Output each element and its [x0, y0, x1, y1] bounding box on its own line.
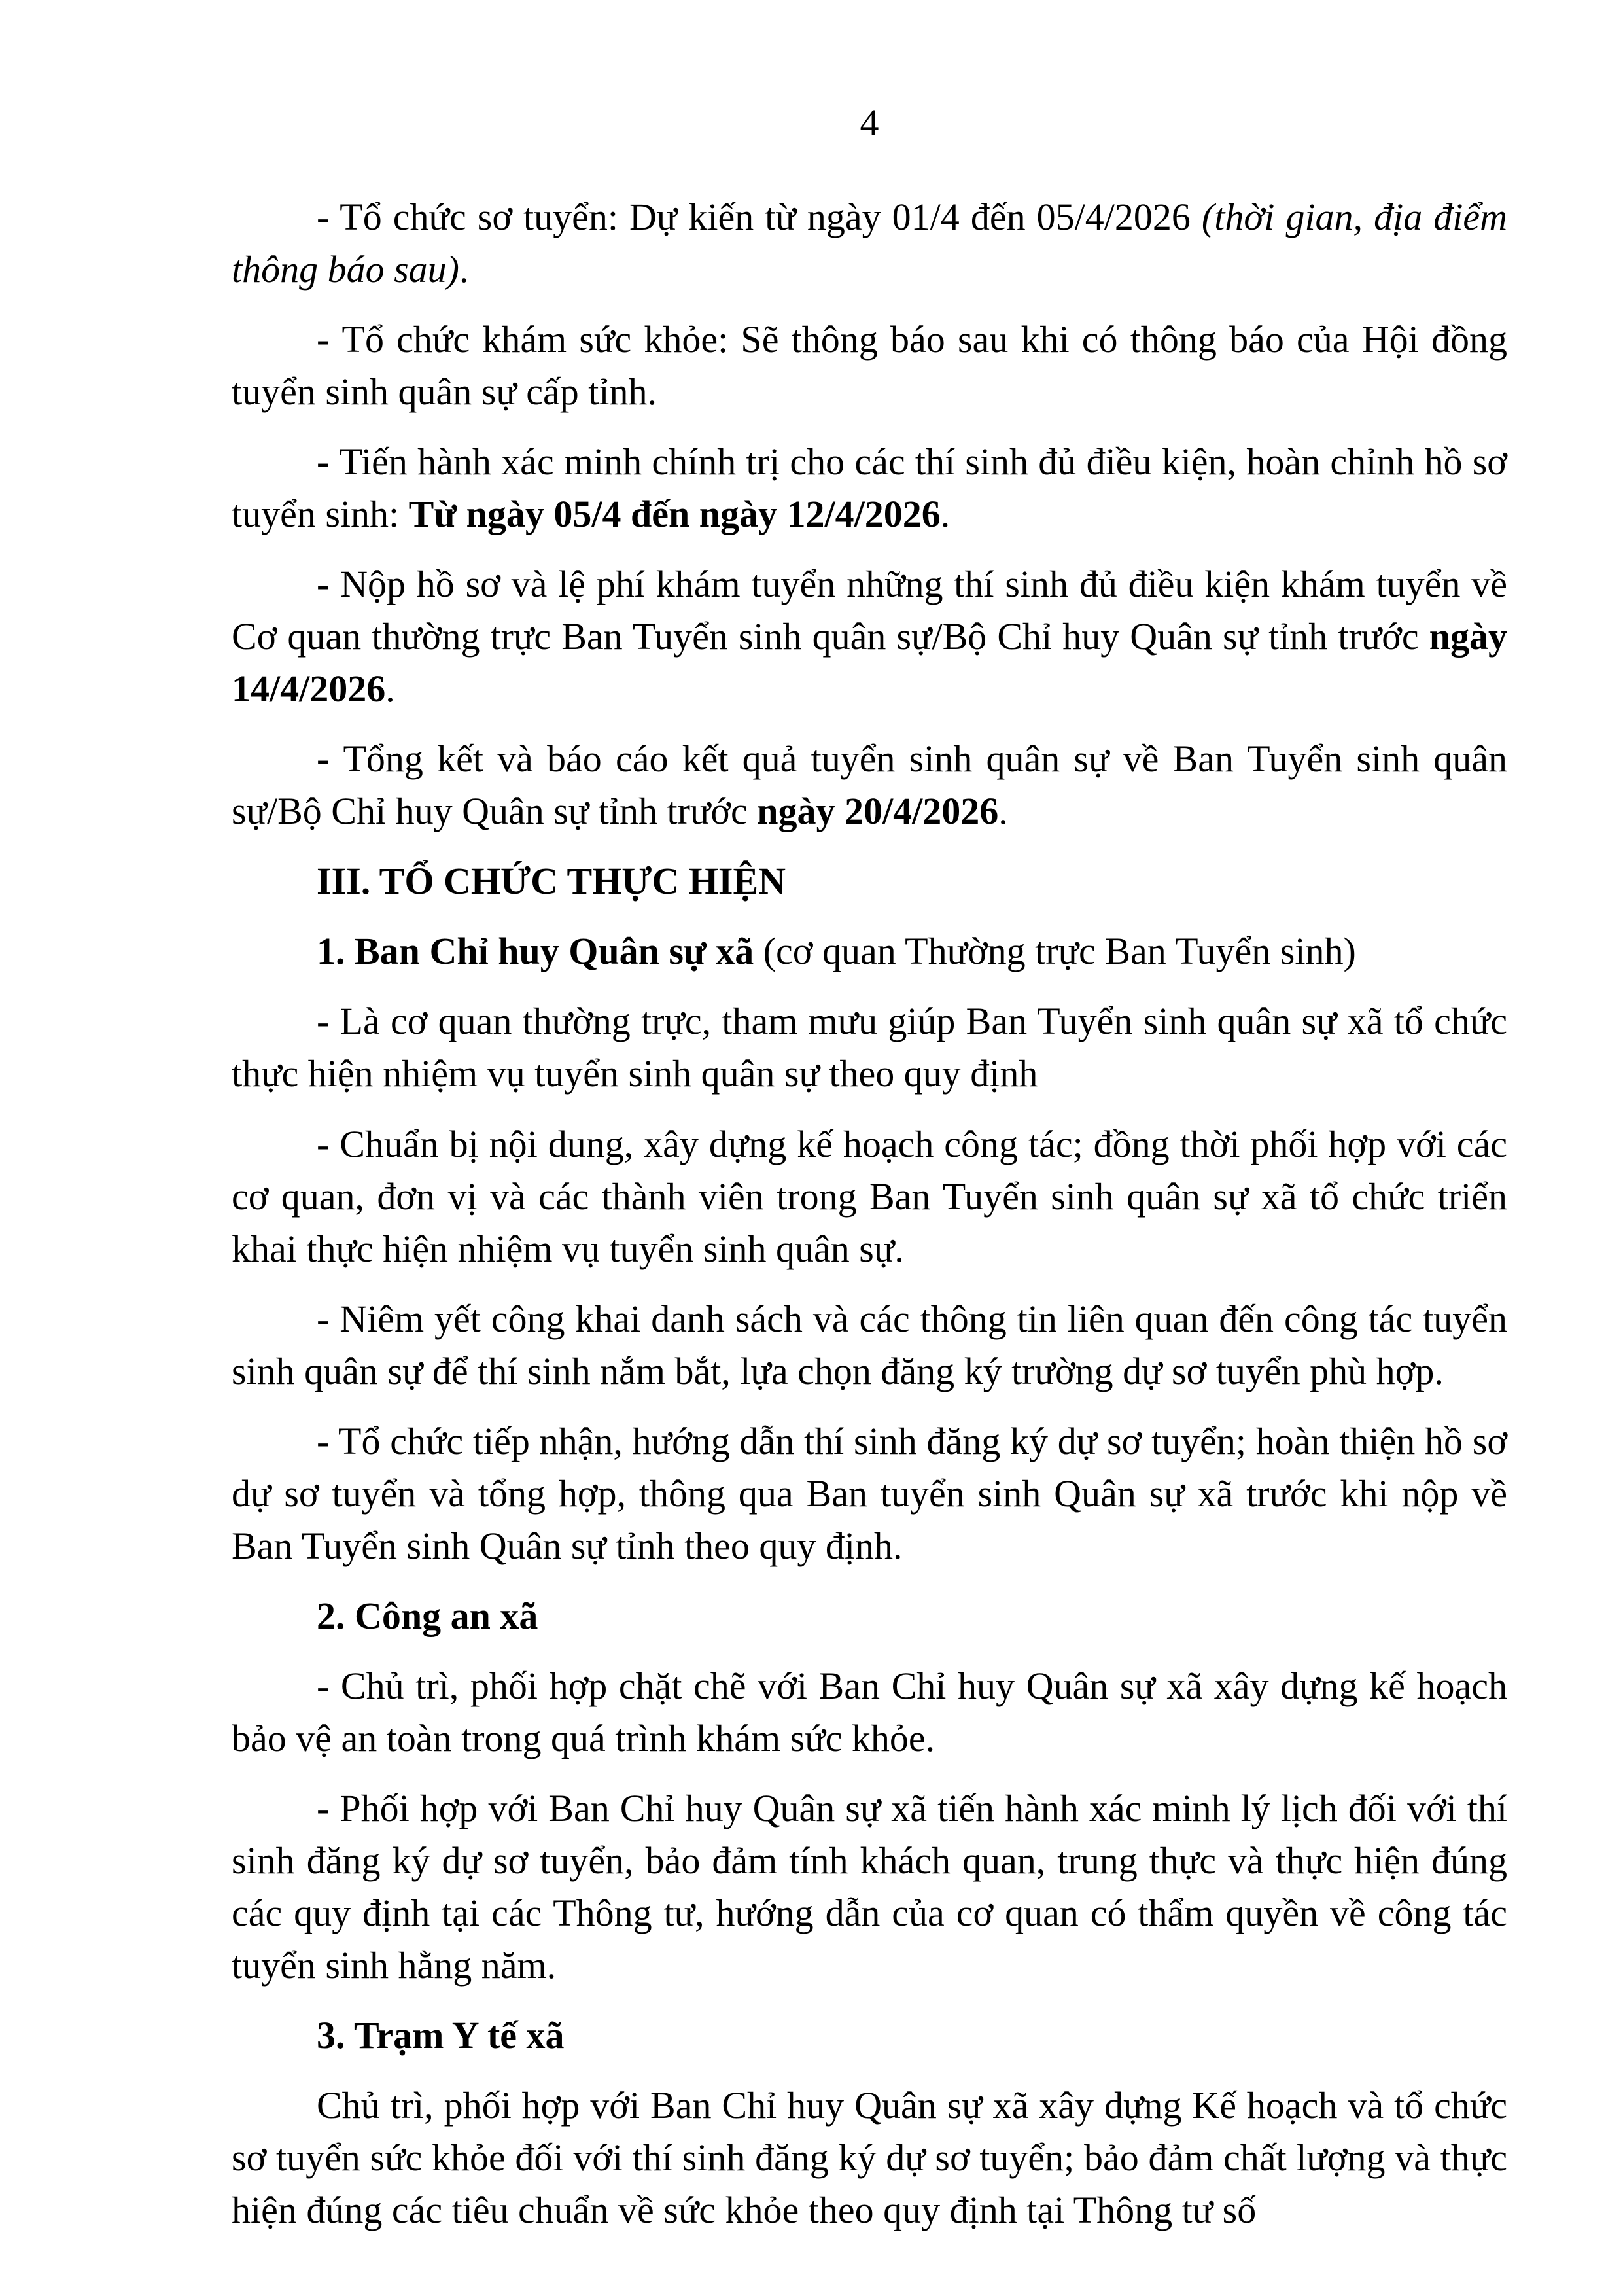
para-chu-tri-so-tuyen-suc-khoe	[232, 2079, 1507, 2236]
text-run: -	[317, 737, 343, 781]
heading-tram-y-te-xa	[232, 2009, 1507, 2062]
para-tong-ket-bao-cao	[232, 733, 1507, 838]
text-run: Nộp hồ sơ và lệ phí khám tuyển những thí sinh đủ điều kiện khám tuyển về Cơ quan thường trực Ban Tuyển sinh quân sự/Bộ Chỉ huy Quân sự tỉnh trước	[232, 563, 1507, 658]
text-run: 3. Trạm Y tế xã	[317, 2013, 565, 2057]
heading-cong-an-xa	[232, 1590, 1507, 1642]
para-nop-ho-so-le-phi	[232, 558, 1507, 715]
text-run: Tiến hành xác minh chính trị cho các thí sinh đủ điều kiện, hoàn chỉnh hồ sơ tuyển sinh:	[232, 440, 1507, 536]
text-run: Từ ngày 05/4 đến ngày 12/4/2026	[408, 493, 941, 536]
para-chuan-bi-noi-dung	[232, 1118, 1507, 1275]
para-chu-tri-bao-ve-an-toan	[232, 1660, 1507, 1765]
text-run: Tổ chức khám sức khỏe: Sẽ thông báo sau khi có thông báo của Hội đồng tuyển sinh quân sự cấp tỉnh.	[232, 318, 1507, 414]
para-xac-minh-chinh-tri	[232, 436, 1507, 540]
text-run: .	[940, 493, 951, 536]
heading-to-chuc-thuc-hien	[232, 855, 1507, 908]
text-run: .	[385, 667, 395, 711]
text-run: - Là cơ quan thường trực, tham mưu giúp Ban Tuyển sinh quân sự xã tổ chức thực hiện nhiệm vụ tuyển sinh quân sự theo quy định	[232, 1000, 1507, 1095]
text-run: 1. Ban Chỉ huy Quân sự xã	[317, 930, 763, 973]
text-run: - Phối hợp với Ban Chỉ huy Quân sự xã tiến hành xác minh lý lịch đối với thí sinh đăng ký dự sơ tuyển, bảo đảm tính khách quan, trung thực và thực hiện đúng các quy định tại các Thông tư, hướng dẫn của cơ quan có thẩm quyền về công tác tuyển sinh hằng năm.	[232, 1786, 1507, 1987]
text-run: -	[317, 440, 340, 484]
text-run: - Tổ chức sơ tuyển: Dự kiến từ ngày 01/4 đến 05/4/2026	[317, 196, 1202, 239]
text-run: -	[317, 563, 341, 606]
text-run: (thời gian, địa điểm thông báo sau)	[232, 196, 1508, 291]
para-niem-yet-cong-khai	[232, 1293, 1507, 1398]
para-kham-suc-khoe	[232, 313, 1507, 418]
text-run: (cơ quan Thường trực Ban Tuyển sinh)	[763, 930, 1356, 973]
text-run: ngày 20/4/2026	[757, 790, 999, 833]
text-run: - Niêm yết công khai danh sách và các thông tin liên quan đến công tác tuyển sinh quân sự để thí sinh nắm bắt, lựa chọn đăng ký trường dự sơ tuyển phù hợp.	[232, 1297, 1507, 1392]
para-la-co-quan-thuong-truc	[232, 995, 1507, 1100]
text-run: .	[459, 248, 469, 291]
text-run: ngày 14/4/2026	[232, 615, 1507, 711]
text-run: .	[998, 790, 1008, 833]
text-run: Tổng kết và báo cáo kết quả tuyển sinh quân sự về Ban Tuyển sinh quân sự/Bộ Chỉ huy Quân sự tỉnh trước	[232, 737, 1507, 833]
text-run: - Chủ trì, phối hợp chặt chẽ với Ban Chỉ huy Quân sự xã xây dựng kế hoạch bảo vệ an toàn trong quá trình khám sức khỏe.	[232, 1664, 1507, 1759]
text-run: III. TỔ CHỨC THỰC HIỆN	[317, 860, 786, 903]
para-so-tuyen-lich	[232, 191, 1507, 296]
text-run: - Tổ chức tiếp nhận, hướng dẫn thí sinh đăng ký dự sơ tuyển; hoàn thiện hồ sơ dự sơ tuyển và tổng hợp, thông qua Ban tuyển sinh Quân sự xã trước khi nộp về Ban Tuyển sinh Quân sự tỉnh theo quy định.	[232, 1419, 1507, 1567]
text-run: Chủ trì, phối hợp với Ban Chỉ huy Quân sự xã xây dựng Kế hoạch và tổ chức sơ tuyển sức khỏe đối với thí sinh đăng ký dự sơ tuyển; bảo đảm chất lượng và thực hiện đúng các tiêu chuẩn về sức khỏe theo quy định tại Thông tư số	[232, 2084, 1507, 2232]
heading-ban-chi-huy-quan-su-xa	[232, 925, 1507, 978]
text-run: - Chuẩn bị nội dung, xây dựng kế hoạch công tác; đồng thời phối hợp với các cơ quan, đơn vị và các thành viên trong Ban Tuyển sinh quân sự xã tổ chức triển khai thực hiện nhiệm vụ tuyển sinh quân sự.	[232, 1122, 1507, 1270]
para-phoi-hop-xac-minh-ly-lich	[232, 1782, 1507, 1992]
text-run: -	[317, 318, 342, 361]
page-number: 4	[860, 101, 879, 144]
para-to-chuc-tiep-nhan	[232, 1415, 1507, 1572]
text-run: 2. Công an xã	[317, 1594, 538, 1637]
